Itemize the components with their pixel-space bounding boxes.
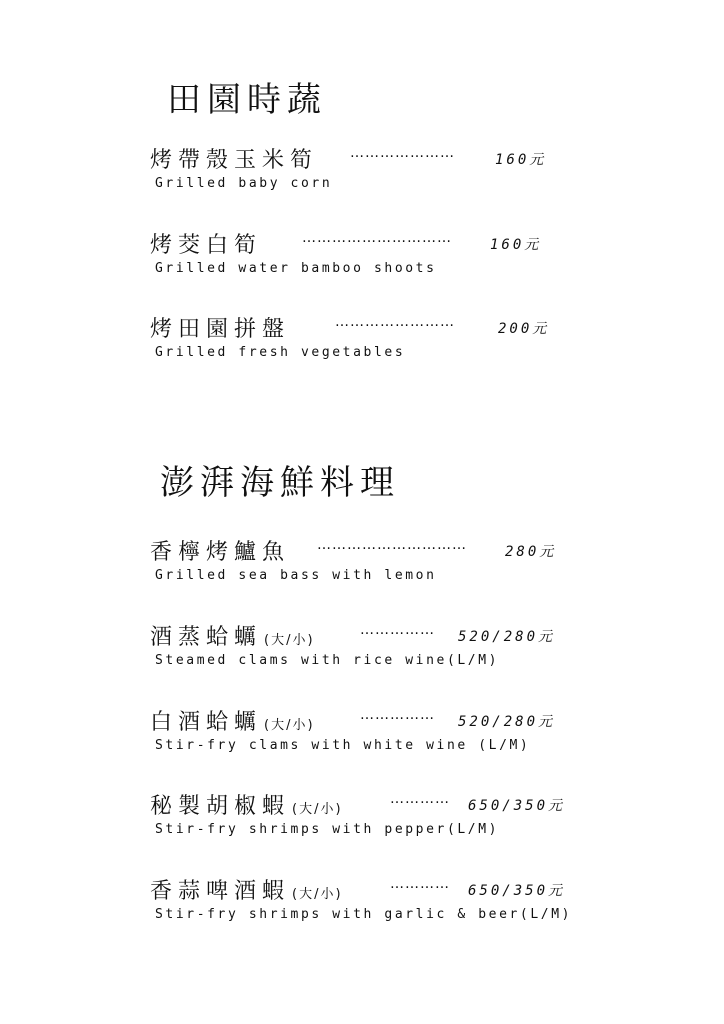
menu-item-price: 280元: [505, 544, 557, 560]
menu-item-price: 650/350元: [468, 798, 566, 814]
menu-item-dots: …………: [390, 791, 450, 807]
menu-item-english: Grilled fresh vegetables: [155, 345, 406, 360]
menu-item-price: 160元: [495, 152, 547, 168]
menu-item-dots: …………: [390, 876, 450, 892]
menu-item-english: Grilled water bamboo shoots: [155, 261, 437, 276]
menu-item-name: 白酒蛤蠣 (大/小): [150, 710, 315, 735]
menu-item-english: Grilled sea bass with lemon: [155, 568, 437, 583]
menu-item-price: 200元: [498, 321, 550, 337]
menu-item-size: (大/小): [264, 633, 315, 648]
menu-item-english: Stir-fry clams with white wine (L/M): [155, 738, 531, 753]
menu-item-english: Stir-fry shrimps with pepper(L/M): [155, 822, 500, 837]
menu-item-size: (大/小): [264, 718, 315, 733]
menu-item-name: 烤田園拼盤: [150, 317, 291, 342]
menu-item-dots: …………………: [350, 145, 455, 161]
section-title-seafood: 澎湃海鮮料理: [160, 463, 400, 503]
menu-item-price: 520/280元: [458, 714, 556, 730]
menu-item-price: 650/350元: [468, 883, 566, 899]
menu-item-size: (大/小): [292, 802, 343, 817]
menu-item-name: 香檸烤鱸魚: [150, 540, 291, 565]
menu-item-name: 酒蒸蛤蠣 (大/小): [150, 625, 315, 650]
menu-item-name: 香蒜啤酒蝦 (大/小): [150, 879, 343, 904]
menu-item-price: 520/280元: [458, 629, 556, 645]
menu-item-dots: …………………………: [317, 537, 467, 553]
menu-item-name: 秘製胡椒蝦 (大/小): [150, 794, 343, 819]
menu-item-dots: ……………………: [335, 314, 455, 330]
menu-item-name: 烤帶殼玉米筍: [150, 148, 319, 173]
menu-item-price: 160元: [490, 237, 542, 253]
menu-item-name: 烤茭白筍: [150, 233, 263, 258]
menu-item-english: Grilled baby corn: [155, 176, 333, 191]
section-title-vegetables: 田園時蔬: [167, 80, 327, 120]
menu-item-english: Steamed clams with rice wine(L/M): [155, 653, 500, 668]
menu-item-english: Stir-fry shrimps with garlic & beer(L/M): [155, 907, 573, 922]
menu-item-dots: ……………: [360, 707, 435, 723]
menu-item-dots: ……………: [360, 622, 435, 638]
menu-item-dots: …………………………: [302, 230, 452, 246]
menu-item-size: (大/小): [292, 887, 343, 902]
